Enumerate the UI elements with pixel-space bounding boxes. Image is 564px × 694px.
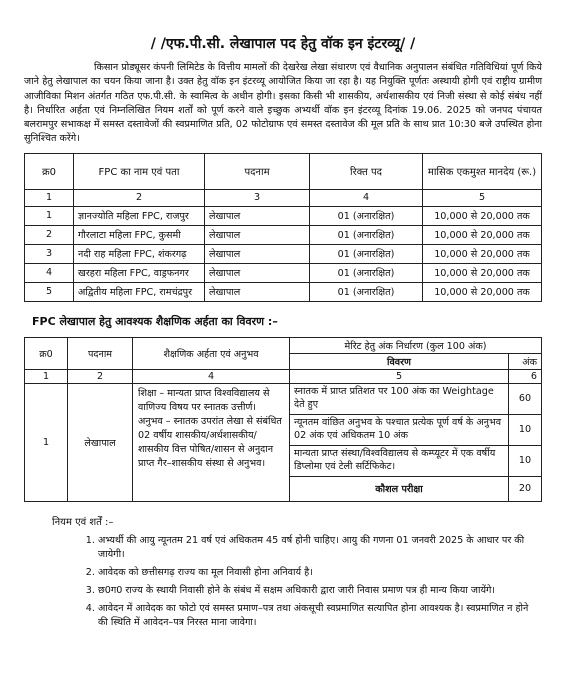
cell-honorarium: 10,000 से 20,000 तक xyxy=(423,244,542,263)
cell-vacancy: 01 (अनारक्षित) xyxy=(310,244,423,263)
col-header-sno: क्र0 xyxy=(25,153,74,189)
column-index: 1 xyxy=(25,189,74,206)
rule-item: 4. आवेदन में आवेदक का फोटो एवं समस्त प्रमाण–पत्र तथा अंकसूची स्वप्रमाणित सत्यापित होना आवश्यक है। स्वप्रमाणित न होने की स्थिति में आवेदन–पत्र निरस्त माना जावेगा। xyxy=(98,602,542,630)
cell-honorarium: 10,000 से 20,000 तक xyxy=(423,282,542,301)
criteria-text: कौशल परीक्षा xyxy=(290,476,509,501)
page-title: / /एफ.पी.सी. लेखापाल पद हेतु वॉक इन इंटरव्यू/ / xyxy=(150,36,416,52)
column-index: 2 xyxy=(74,189,205,206)
table-row xyxy=(25,263,542,282)
cell-honorarium: 10,000 से 20,000 तक xyxy=(423,206,542,225)
table-row xyxy=(25,206,542,225)
column-index: 3 xyxy=(205,189,310,206)
col-header-post: पदनाम xyxy=(68,337,133,369)
criteria-marks: 10 xyxy=(509,414,542,445)
cell-sno: 1 xyxy=(25,206,74,225)
col-header-vacancy: रिक्त पद xyxy=(310,153,423,189)
cell-sno: 5 xyxy=(25,282,74,301)
cell-sno: 4 xyxy=(25,263,74,282)
table-header-row xyxy=(25,153,542,189)
table-row xyxy=(25,383,542,414)
col-header-merit: मेरिट हेतु अंक निर्धारण (कुल 100 अंक) xyxy=(290,337,542,353)
column-index: 6 xyxy=(509,369,542,383)
rule-item: 2. आवेदक को छत्तीसगढ़ राज्य का मूल निवासी होना अनिवार्य है। xyxy=(98,566,542,580)
column-index: 5 xyxy=(290,369,509,383)
col-header-honorarium: मासिक एकमुश्त मानदेय (रू.) xyxy=(423,153,542,189)
cell-sno: 2 xyxy=(25,225,74,244)
col-header-qualification: शैक्षणिक अर्हता एवं अनुभव xyxy=(133,337,290,369)
cell-fpc: गौरलाटा महिला FPC, कुसमी xyxy=(74,225,205,244)
cell-sno: 3 xyxy=(25,244,74,263)
cell-post: लेखापाल xyxy=(205,282,310,301)
table-row xyxy=(25,225,542,244)
table-row xyxy=(25,244,542,263)
column-index-row xyxy=(25,189,542,206)
criteria-marks: 10 xyxy=(509,445,542,476)
col-header-fpc: FPC का नाम एवं पता xyxy=(74,153,205,189)
cell-post: लेखापाल xyxy=(205,206,310,225)
cell-honorarium: 10,000 से 20,000 तक xyxy=(423,263,542,282)
qualification-table xyxy=(24,337,542,502)
rule-item: 3. छ0ग0 राज्य के स्थायी निवासी होने के संबंध में सक्षम अधिकारी द्वारा जारी निवास प्रमाण पत्र ही मान्य किया जायेंगे। xyxy=(98,584,542,598)
col-header-sno: क्र0 xyxy=(25,337,68,369)
cell-sno: 1 xyxy=(25,383,68,501)
qualification-experience: अनुभव – स्नातक उपरांत लेखा से संबंधित 02 वर्षीय शासकीय/अर्धशासकीय/शासकीय वित्त पोषित/शासन से अनुदान प्राप्त गैर–शासकीय संस्था से अनुभव। xyxy=(138,415,282,469)
cell-post: लेखापाल xyxy=(205,263,310,282)
column-index: 4 xyxy=(310,189,423,206)
col-header-post: पदनाम xyxy=(205,153,310,189)
criteria-marks: 20 xyxy=(509,476,542,501)
column-index: 5 xyxy=(423,189,542,206)
col-header-detail: विवरण xyxy=(290,353,509,369)
intro-paragraph: किसान प्रोड्यूसर कंपनी लिमिटेड के वित्तीय मामलों की देखरेख लेखा संधारण एवं वैधानिक अनुपालन संबंधित गतिविधियां पूर्ण किये जाने हेतु लेखापाल का चयन किया जाना है। उक्त हेतु वॉक इन इंटरव्यू आयोजित किया जा रहा है। यह नियुक्ति पूर्णतः अस्थायी होगी एवं राष्ट्रीय ग्रामीण आजीविका मिशन अंतर्गत गठित एफ.पी.सी. के स्वामित्व के अधीन होगी। इसका किसी भी शासकीय, अर्धशासकीय एवं निजी संस्था से कोई संबंध नहीं है। निर्धारित अर्हता एवं निम्नलिखित नियम शर्तों को पूर्ण करने वाले इच्छुक अभ्यर्थी वॉक इन इंटरव्यू दिनांक 19.06. 2025 को जनपद पंचायत बलरामपुर सभाकक्ष में समस्त दस्तावेजों की स्वप्रमाणित प्रति, 02 फोटोग्राफ एवं समस्त दस्तावेज की मूल प्रति के साथ प्रात 10:30 बजे उपस्थित होना सुनिश्चित करेंगे। xyxy=(24,62,542,145)
rule-item: 1. अभ्यर्थी की आयु न्यूनतम 21 वर्ष एवं अधिकतम 45 वर्ष होनी चाहिए। आयु की गणना 01 जनवरी 2025 के आधार पर की जायेगी। xyxy=(98,534,542,562)
criteria-text: स्नातक में प्राप्त प्रतिशत पर 100 अंक का Weightage देते हुए xyxy=(290,383,509,414)
cell-post: लेखापाल xyxy=(68,383,133,501)
column-index: 4 xyxy=(133,369,290,383)
cell-vacancy: 01 (अनारक्षित) xyxy=(310,263,423,282)
col-header-marks: अंक xyxy=(509,353,542,369)
cell-fpc: नदी राह महिला FPC, शंकरगढ़ xyxy=(74,244,205,263)
cell-vacancy: 01 (अनारक्षित) xyxy=(310,206,423,225)
cell-vacancy: 01 (अनारक्षित) xyxy=(310,225,423,244)
column-index: 2 xyxy=(68,369,133,383)
cell-post: लेखापाल xyxy=(205,225,310,244)
rules-list xyxy=(24,534,542,630)
table-row xyxy=(25,282,542,301)
rules-heading: नियम एवं शर्तें :– xyxy=(52,516,114,528)
criteria-text: न्यूनतम वांछित अनुभव के पश्चात प्रत्येक पूर्ण वर्ष के अनुभव 02 अंक एवं अधिकतम 10 अंक xyxy=(290,414,509,445)
cell-honorarium: 10,000 से 20,000 तक xyxy=(423,225,542,244)
cell-fpc: खरहरा महिला FPC, वाड्रफनगर xyxy=(74,263,205,282)
criteria-text: मान्यता प्राप्त संस्था/विश्वविद्यालय से कम्प्यूटर में एक वर्षीय डिप्लोमा एवं टेली सर्टिफिकेट। xyxy=(290,445,509,476)
cell-vacancy: 01 (अनारक्षित) xyxy=(310,282,423,301)
cell-fpc: अद्वितीय महिला FPC, रामचंद्रपुर xyxy=(74,282,205,301)
column-index-row xyxy=(25,369,542,383)
section-heading: FPC लेखापाल हेतु आवश्यक शैक्षणिक अर्हता का विवरण :– xyxy=(32,314,278,328)
column-index: 1 xyxy=(25,369,68,383)
cell-fpc: ज्ञानज्योति महिला FPC, राजपुर xyxy=(74,206,205,225)
criteria-marks: 60 xyxy=(509,383,542,414)
cell-post: लेखापाल xyxy=(205,244,310,263)
cell-qualification xyxy=(133,383,290,501)
qualification-education: शिक्षा – मान्यता प्राप्त विश्वविद्यालय से वाणिज्य विषय पर स्नातक उत्तीर्ण। xyxy=(138,387,270,413)
fpc-vacancy-table xyxy=(24,153,542,302)
table-header-row xyxy=(25,337,542,353)
